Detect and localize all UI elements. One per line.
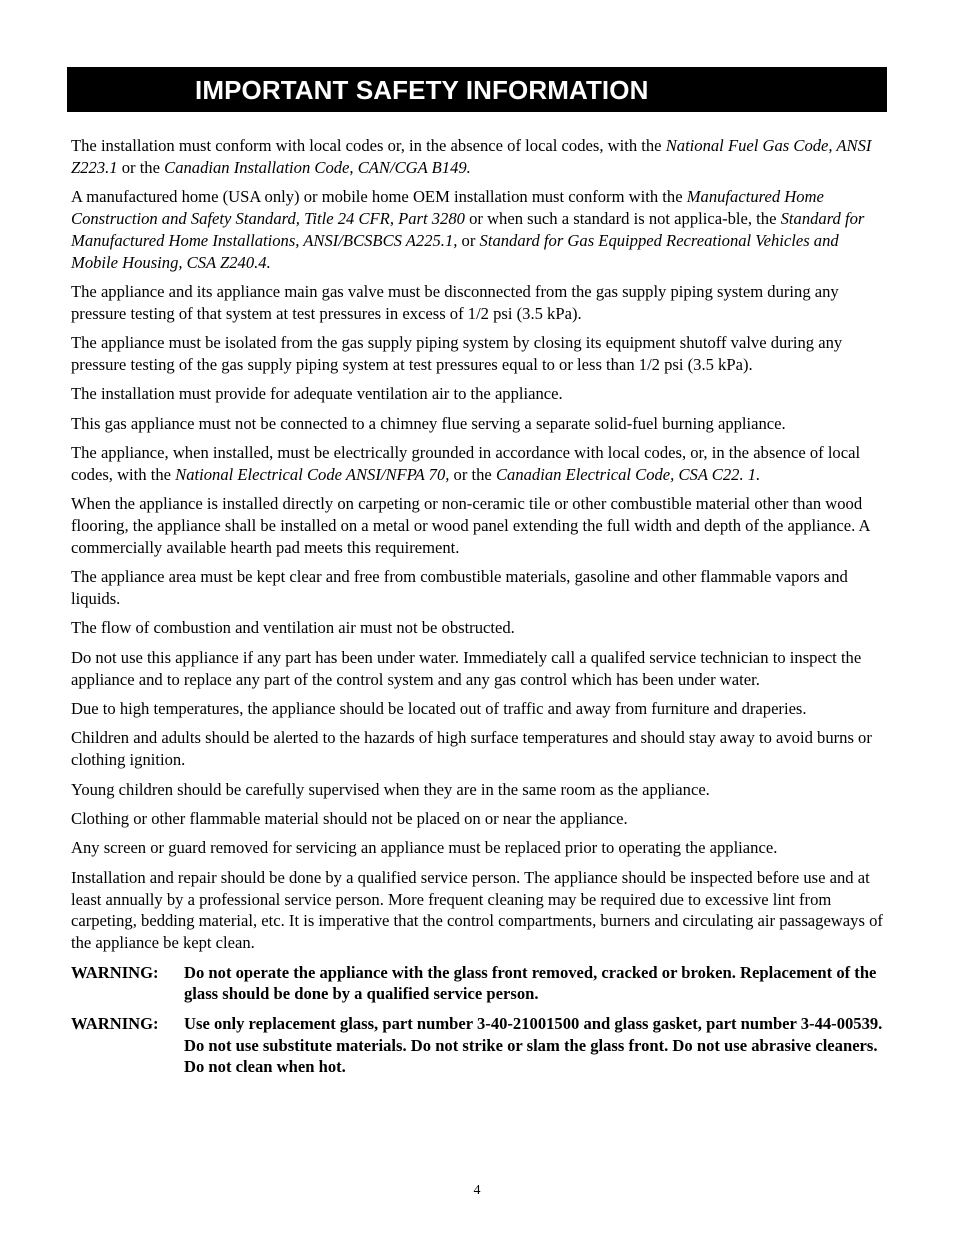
paragraph-air-flow: The flow of combustion and ventilation air must not be obstructed. xyxy=(71,618,515,638)
paragraph-ventilation: The installation must provide for adequate ventilation air to the appliance. xyxy=(71,384,563,404)
warning-replacement-glass xyxy=(71,1013,887,1078)
text-run: The installation must conform with local codes or, in the absence of local codes, with the xyxy=(71,136,666,155)
paragraph-screen-guard: Any screen or guard removed for servicing an appliance must be replaced prior to operating the appliance. xyxy=(71,838,778,858)
code-reference: National Fuel Gas Code, ANSI Z223.1 xyxy=(71,136,872,177)
warning-label: WARNING: xyxy=(71,962,159,982)
code-reference: National Electrical Code ANSI/NFPA 70, xyxy=(175,464,450,484)
safety-text-body xyxy=(71,135,887,1086)
warning-label: WARNING: xyxy=(71,1013,159,1033)
paragraph-installation-codes xyxy=(71,135,887,179)
code-reference: Standard for Gas Equipped Recreational Vehicles and Mobile Housing, CSA Z240.4. xyxy=(71,230,839,272)
paragraph-pressure-isolate: The appliance must be isolated from the gas supply piping system by closing its equipment shutoff valve during any pressure testing of the gas supply piping system at test pressures equal to or less than 1/2 psi (3.5 kPa). xyxy=(71,333,843,374)
paragraph-grounding xyxy=(71,442,887,486)
paragraph-clothing: Clothing or other flammable material should not be placed on or near the appliance. xyxy=(71,809,628,829)
paragraph-high-temperatures: Due to high temperatures, the appliance should be located out of traffic and away from furniture and draperies. xyxy=(71,699,807,719)
paragraph-water-damage: Do not use this appliance if any part has been under water. Immediately call a qualifed service technician to inspect the appliance and to replace any part of the control system and any gas control which has been under water. xyxy=(71,647,862,689)
text-run: A manufactured home (USA only) or mobile home OEM installation must conform with the xyxy=(71,187,687,207)
page-number: 4 xyxy=(473,1183,481,1198)
paragraph-carpeting: When the appliance is installed directly on carpeting or non-ceramic tile or other combustible material other than wood flooring, the appliance shall be installed on a metal or wood panel extending the full width and depth of the appliance. A commercially available hearth pad meets this requirement. xyxy=(71,494,870,557)
paragraph-chimney: This gas appliance must not be connected to a chimney flue serving a separate solid-fuel burning appliance. xyxy=(71,413,786,433)
code-reference: Canadian Electrical Code, CSA C22. 1. xyxy=(495,464,761,484)
warning-text: Use only replacement glass, part number 3-40-21001500 and glass gasket, part number 3-44-00539. Do not use substitute materials. Do not strike or slam the glass front. Do not use abrasive cleaners. Do not clean when hot. xyxy=(184,1013,883,1077)
paragraph-pressure-disconnect: The appliance and its appliance main gas valve must be disconnected from the gas supply piping system during any pressure testing of that system at test pressures in excess of 1/2 psi (3.5 kPa). xyxy=(71,281,839,323)
warning-text: Do not operate the appliance with the glass front removed, cracked or broken. Replacement of the glass should be done by a qualified service person. xyxy=(184,962,877,1004)
text-run: or when such a standard is not applica-ble, the xyxy=(464,208,781,228)
section-title: IMPORTANT SAFETY INFORMATION xyxy=(195,75,649,105)
section-header-banner xyxy=(67,67,887,112)
paragraph-children-supervision: Young children should be carefully supervised when they are in the same room as the appliance. xyxy=(71,779,710,799)
paragraph-manufactured-home xyxy=(71,186,887,273)
code-reference: Standard for Manufactured Home Installations, ANSI/BCSBCS A225.1, xyxy=(71,208,865,250)
code-reference: Manufactured Home Construction and Safety Standard, Title 24 CFR, Part 3280 xyxy=(71,187,824,228)
paragraph-clear-area: The appliance area must be kept clear and free from combustible materials, gasoline and other flammable vapors and liquids. xyxy=(71,567,848,609)
paragraph-installation-repair: Installation and repair should be done by a qualified service person. The appliance should be inspected before use and at least annually by a professional service person. More frequent cleaning may be required due to excessive lint from carpeting, bedding material, etc. It is imperative that the control compartments, burners and circulating air passageways of the appliance be kept clean. xyxy=(71,867,883,953)
text-run: The appliance, when installed, must be electrically grounded in accordance with local codes, or, in the absence of local codes, with the xyxy=(71,443,861,484)
paragraph-hazard-alert: Children and adults should be alerted to the hazards of high surface temperatures and should stay away to avoid burns or clothing ignition. xyxy=(71,728,872,770)
warning-glass-front xyxy=(71,962,887,1006)
text-run: or xyxy=(457,230,480,250)
text-run: or the xyxy=(117,157,165,177)
code-reference: Canadian Installation Code, CAN/CGA B149. xyxy=(164,157,471,177)
text-run: or the xyxy=(449,464,496,484)
